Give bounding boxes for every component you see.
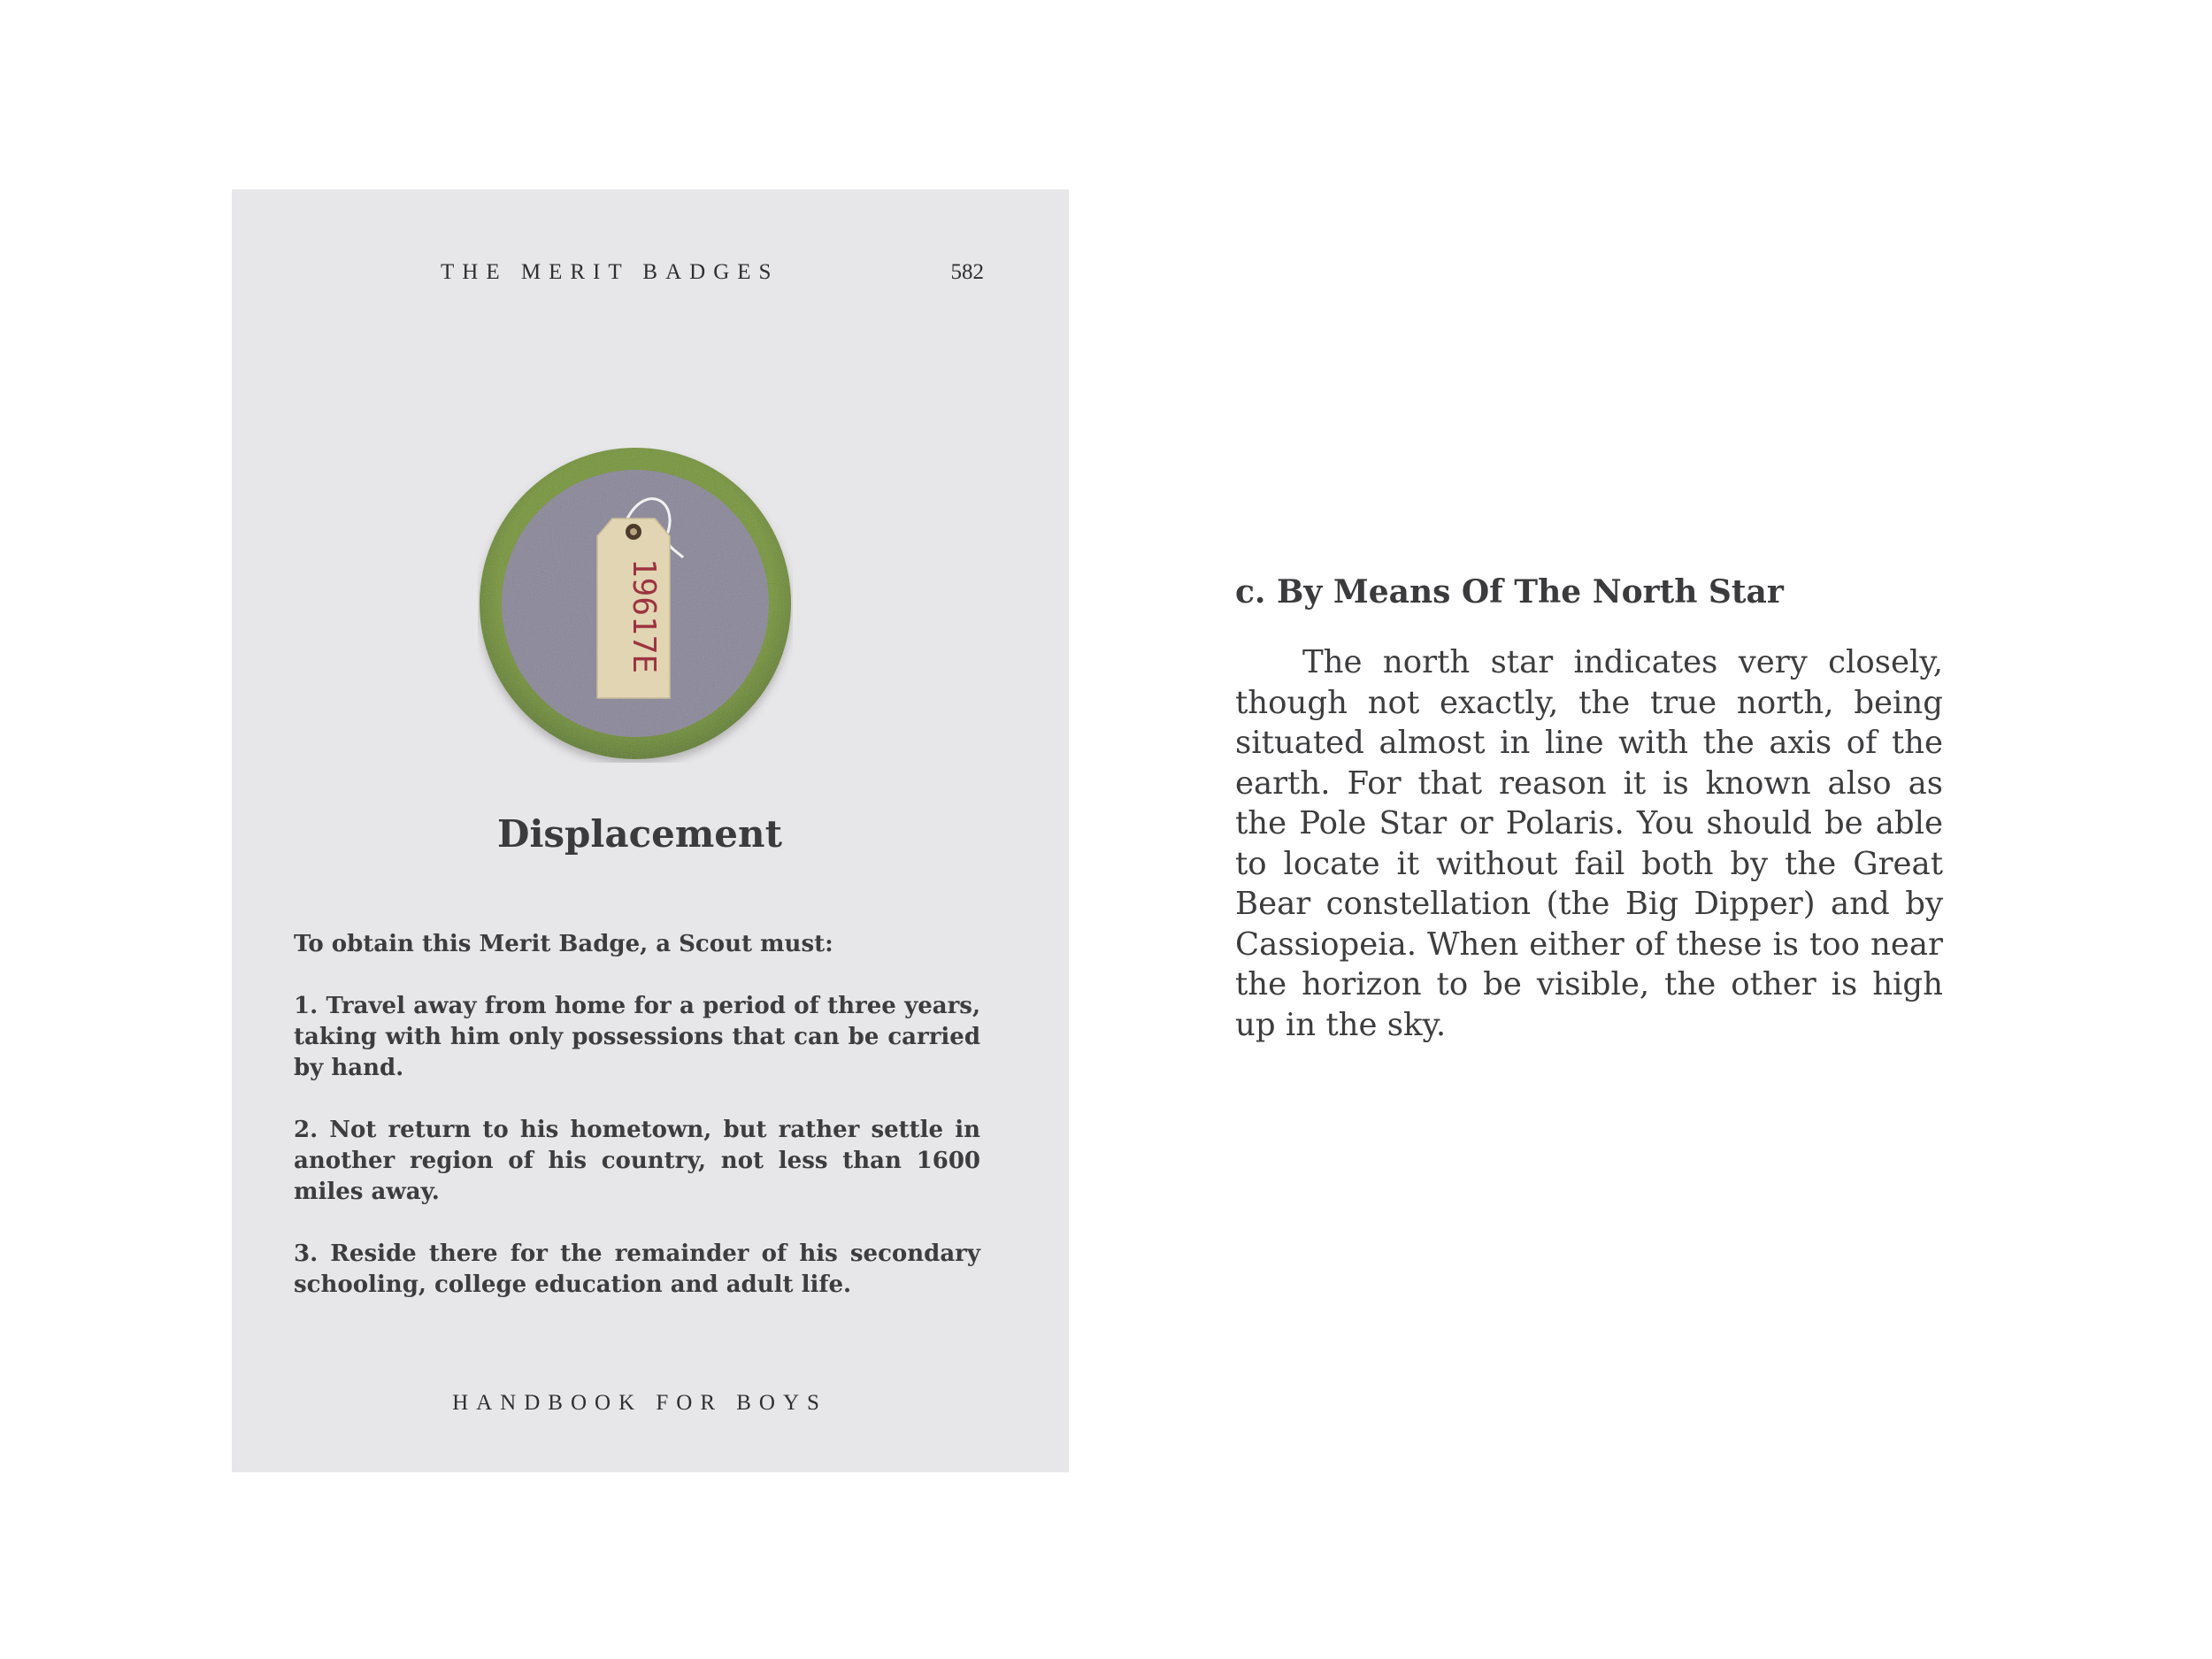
badge-tag-text: 19617E: [626, 558, 662, 674]
right-page: [1235, 573, 1943, 1045]
page-number: 582: [950, 260, 984, 284]
section-heading: c. By Means Of The North Star: [1235, 573, 1784, 611]
requirement-item: 1. Travel away from home for a period of three years, taking with him only possessions that can be carried by hand.: [294, 993, 980, 1081]
left-page: [232, 189, 1069, 1472]
requirement-item: 2. Not return to his hometown, but rather settle in another region of his country, not less than 1600 miles away.: [294, 1117, 980, 1205]
running-head-title: THE MERIT BADGES: [441, 260, 780, 284]
merit-badge-graphic: [478, 448, 793, 763]
requirements-intro: To obtain this Merit Badge, a Scout must:: [294, 931, 833, 957]
badge-title: Displacement: [497, 812, 782, 856]
luggage-tag-icon: [597, 499, 683, 698]
body-paragraph: The north star indicates very closely, though not exactly, the true north, being situated almost in line with the axis of the earth. For that reason it is known also as the Pole Star or Polaris. You should be able to locate it without fail both by the Great Bear constellation (the Big Dipper) and by Cassiopeia. When either of these is too near the horizon to be visible, the other is high up in the sky.: [1235, 644, 1943, 1043]
requirements-list: [294, 929, 980, 1332]
running-head: [232, 260, 1069, 296]
requirement-item: 3. Reside there for the remainder of his secondary schooling, college education and adult life.: [294, 1240, 980, 1298]
merit-badge: [478, 448, 793, 763]
running-foot: HANDBOOK FOR BOYS: [452, 1391, 827, 1415]
